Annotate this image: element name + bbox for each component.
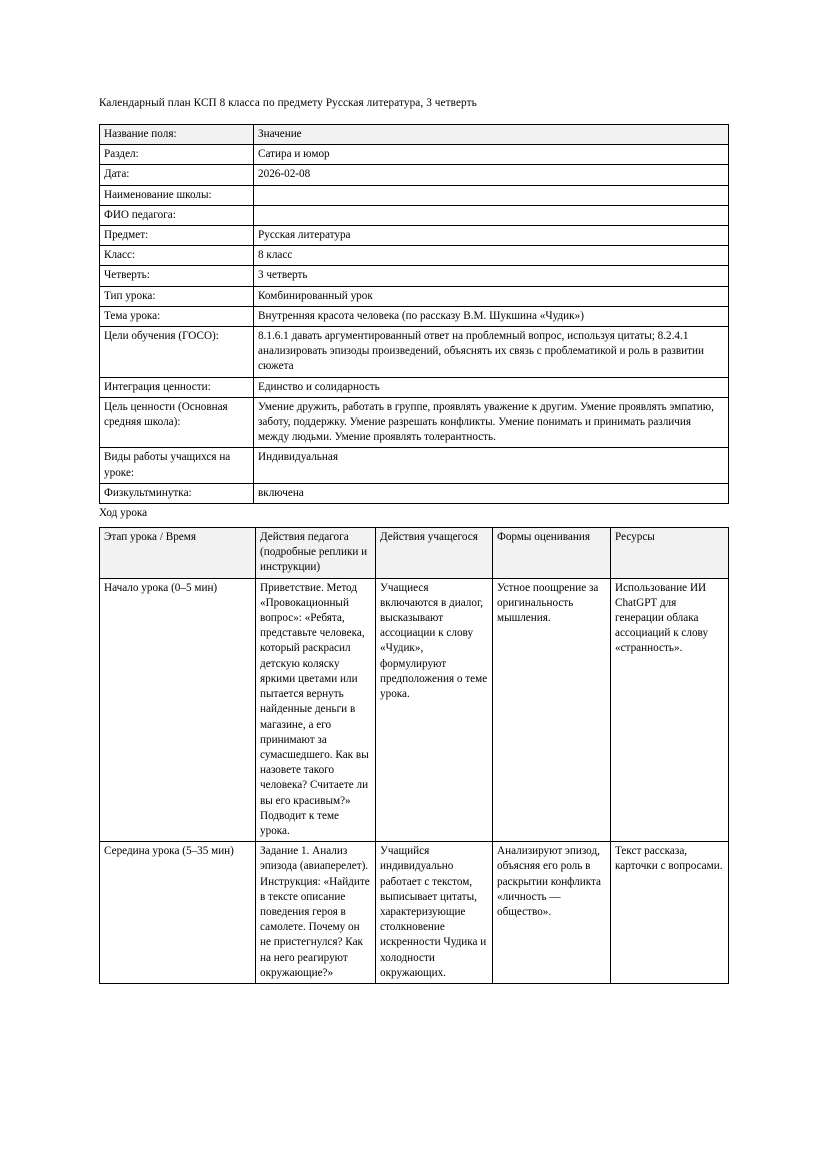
table-row — [100, 327, 729, 378]
teacher-actions: Задание 1. Анализ эпизода (авиаперелет). Инструкция: «Найдите в тексте описание поведения героя в самолете. Почему он не пристегнулся? Как на него реагируют окружающие?» — [256, 842, 376, 984]
assessment-forms: Устное поощрение за оригинальность мышления. — [493, 578, 611, 841]
lesson-metadata-table — [99, 124, 729, 504]
field-value: Внутренняя красота человека (по рассказу В.М. Шукшина «Чудик») — [254, 306, 729, 326]
column-header-stage: Этап урока / Время — [100, 528, 256, 579]
field-label: Тема урока: — [100, 306, 254, 326]
field-label: Цель ценности (Основная средняя школа): — [100, 397, 254, 448]
table-row — [100, 165, 729, 185]
field-value — [254, 205, 729, 225]
table-row — [100, 306, 729, 326]
field-value: 8.1.6.1 давать аргументированный ответ на проблемный вопрос, используя цитаты; 8.2.4.1 анализировать эпизоды произведений, объяснять их связь с проблематикой и роль в развитии сюжета — [254, 327, 729, 378]
table-header-row — [100, 125, 729, 145]
field-label: Раздел: — [100, 145, 254, 165]
field-value: Русская литература — [254, 226, 729, 246]
field-label: Дата: — [100, 165, 254, 185]
table-row — [100, 377, 729, 397]
field-label: ФИО педагога: — [100, 205, 254, 225]
column-header-assessment: Формы оценивания — [493, 528, 611, 579]
column-header-student-actions: Действия учащегося — [376, 528, 493, 579]
field-value: Сатира и юмор — [254, 145, 729, 165]
table-header-row — [100, 528, 729, 579]
field-label: Цели обучения (ГОСО): — [100, 327, 254, 378]
field-value — [254, 185, 729, 205]
lesson-resources: Текст рассказа, карточки с вопросами. — [611, 842, 729, 984]
page-title: Календарный план КСП 8 класса по предмету Русская литература, 3 четверть — [99, 97, 477, 109]
field-value: Единство и солидарность — [254, 377, 729, 397]
field-label: Тип урока: — [100, 286, 254, 306]
column-header-teacher-actions: Действия педагога (подробные реплики и инструкции) — [256, 528, 376, 579]
field-label: Наименование школы: — [100, 185, 254, 205]
field-value: Комбинированный урок — [254, 286, 729, 306]
table-row — [100, 205, 729, 225]
student-actions: Учащийся индивидуально работает с текстом, выписывает цитаты, характеризующие столкновение искренности Чудика и холодности окружающих. — [376, 842, 493, 984]
lesson-resources: Использование ИИ ChatGPT для генерации облака ассоциаций к слову «странность». — [611, 578, 729, 841]
field-value: Индивидуальная — [254, 448, 729, 483]
lesson-table-body — [100, 528, 729, 984]
table-row — [100, 286, 729, 306]
column-header-resources: Ресурсы — [611, 528, 729, 579]
table-row — [100, 578, 729, 841]
field-label: Физкультминутка: — [100, 483, 254, 503]
field-label: Класс: — [100, 246, 254, 266]
table-row — [100, 145, 729, 165]
table-row — [100, 483, 729, 503]
field-label: Виды работы учащихся на уроке: — [100, 448, 254, 483]
table-row — [100, 226, 729, 246]
lesson-flow-table — [99, 527, 729, 984]
table-row — [100, 246, 729, 266]
column-header-value: Значение — [254, 125, 729, 145]
field-value: 2026-02-08 — [254, 165, 729, 185]
field-value: Умение дружить, работать в группе, проявлять уважение к другим. Умение проявлять эмпатию, заботу, поддержку. Умение разрешать конфликты. Умение понимать и принимать различия между людьми. Умение проявлять толерантность. — [254, 397, 729, 448]
field-label: Предмет: — [100, 226, 254, 246]
table-row — [100, 842, 729, 984]
table-row — [100, 448, 729, 483]
field-value: включена — [254, 483, 729, 503]
assessment-forms: Анализируют эпизод, объясняя его роль в раскрытии конфликта «личность — общество». — [493, 842, 611, 984]
lesson-stage: Середина урока (5–35 мин) — [100, 842, 256, 984]
table-row — [100, 185, 729, 205]
lesson-flow-heading: Ход урока — [99, 507, 148, 520]
field-value: 3 четверть — [254, 266, 729, 286]
field-label: Четверть: — [100, 266, 254, 286]
field-label: Интеграция ценности: — [100, 377, 254, 397]
teacher-actions: Приветствие. Метод «Провокационный вопрос»: «Ребята, представьте человека, который раскрасил детскую коляску яркими цветами или пытается вернуть найденные деньги в магазине, а его принимают за сумасшедшего. Как вы назовете такого человека? Считаете ли вы его красивым?» Подводит к теме урока. — [256, 578, 376, 841]
metadata-table-body — [100, 125, 729, 504]
table-row — [100, 397, 729, 448]
student-actions: Учащиеся включаются в диалог, высказывают ассоциации к слову «Чудик», формулируют предположения о теме урока. — [376, 578, 493, 841]
table-row — [100, 266, 729, 286]
field-value: 8 класс — [254, 246, 729, 266]
lesson-stage: Начало урока (0–5 мин) — [100, 578, 256, 841]
column-header-field: Название поля: — [100, 125, 254, 145]
